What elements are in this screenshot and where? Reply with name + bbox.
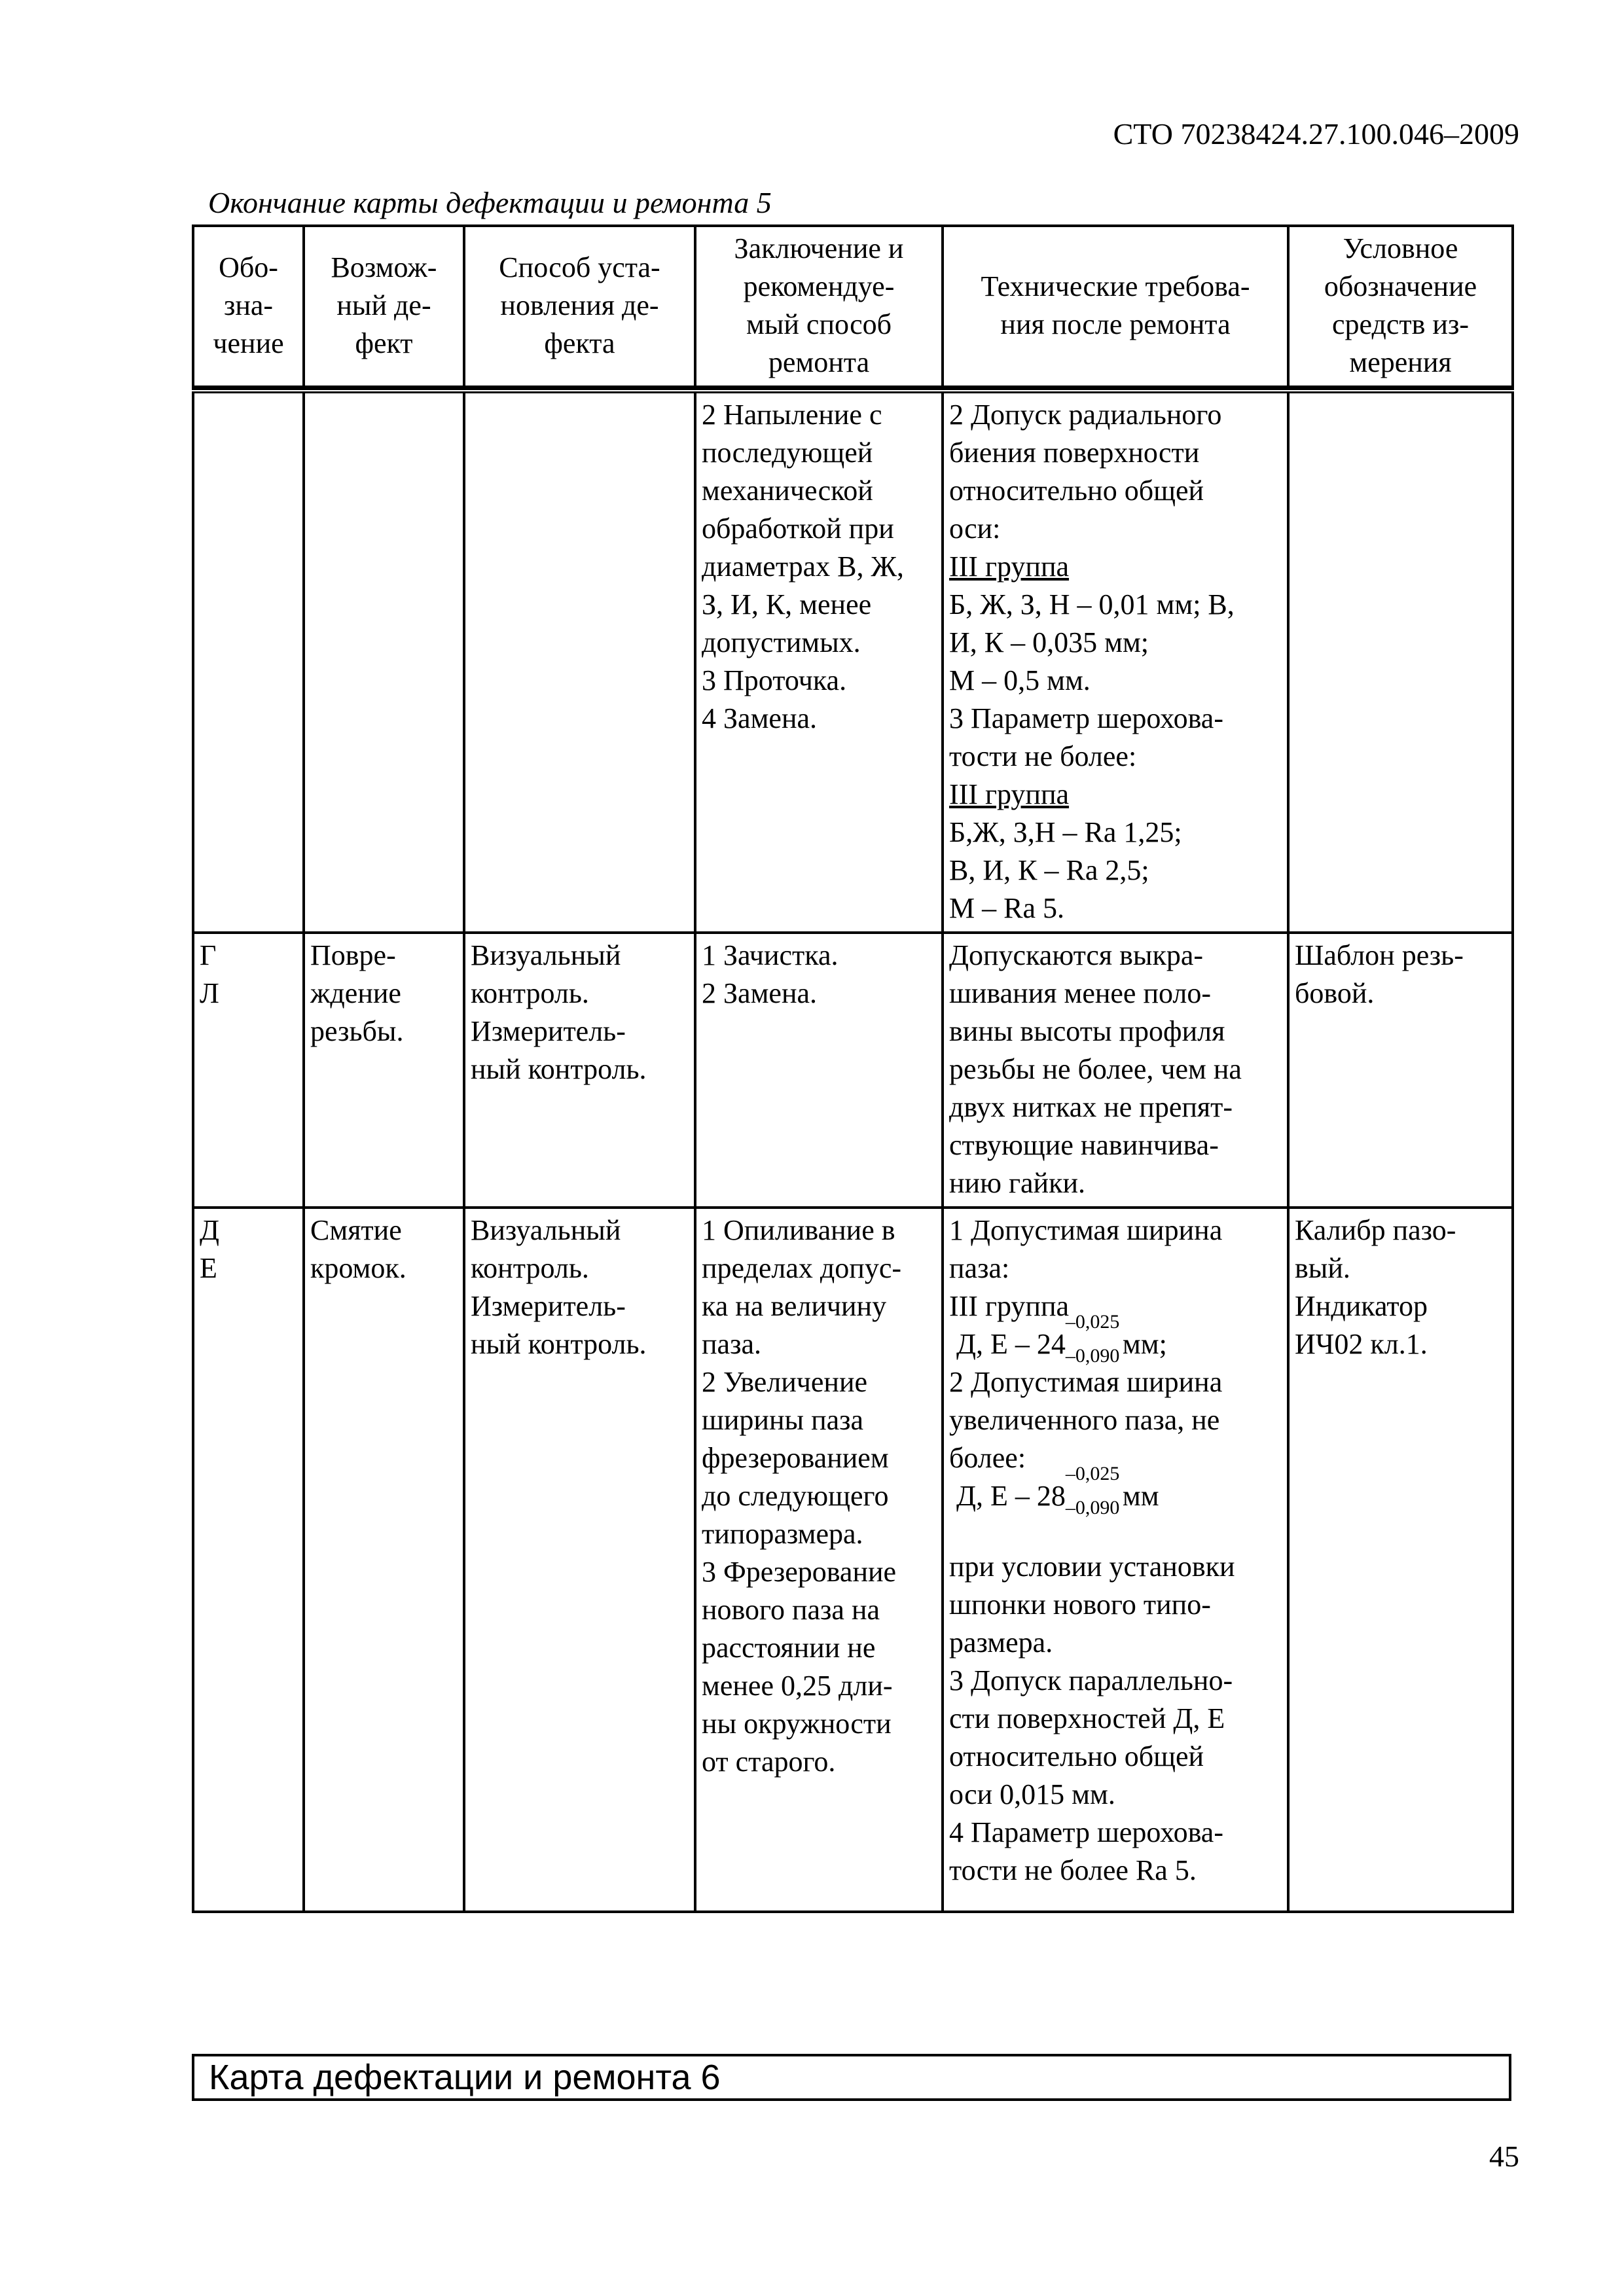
tolerance-limits: –0,025 –0,090 [1065,1311,1120,1367]
cell-designation: Д Е [193,1208,304,1912]
cell-defect: Повре- ждение резьбы. [304,933,464,1208]
cell-method [464,391,695,933]
cell-method: Визуальный контроль. Измеритель- ный контроль. [464,1208,695,1912]
cell-instrument [1288,391,1513,933]
cell-repair: 1 Опиливание в пределах допус- ка на величину паза. 2 Увеличение ширины паза фрезерованием до следующего типоразмера. 3 Фрезерование нового паза на расстоянии не менее 0,25 дли- ны окружности от старого. [695,1208,943,1912]
col-header-requirements: Технические требова- ния после ремонта [943,226,1288,387]
col-header-instrument: Условное обозначение средств из- мерения [1288,226,1513,387]
cell-method: Визуальный контроль. Измеритель- ный контроль. [464,933,695,1208]
table-row [193,933,1513,1208]
col-header-method: Способ уста- новления де- фекта [464,226,695,387]
cell-instrument: Калибр пазо- вый. Индикатор ИЧ02 кл.1. [1288,1208,1513,1912]
cell-designation [193,391,304,933]
document-code: СТО 70238424.27.100.046–2009 [1113,117,1519,151]
cell-requirements: 2 Допуск радиального биения поверхности относительно общей оси: III группа Б, Ж, З, Н – 0,01 мм; В, И, К – 0,035 мм; М – 0,5 мм. 3 Параметр шерохова- тости не более: III группа Б,Ж, З,Н – Ra 1,25; В, И, К – Ra 2,5; М – Ra 5. [943,391,1288,933]
table-row [193,1208,1513,1912]
cell-instrument: Шаблон резь- бовой. [1288,933,1513,1208]
next-card-title: Карта дефектации и ремонта 6 [192,2054,1511,2101]
cell-repair: 1 Зачистка. 2 Замена. [695,933,943,1208]
cell-designation: Г Л [193,933,304,1208]
tolerance-line-28: Д, Е – 28 –0,025 –0,090 мм [956,1463,1159,1518]
defect-repair-table [192,224,1514,1913]
tolerance-limits: –0,025 –0,090 [1065,1463,1120,1518]
cell-requirements: Допускаются выкра- шивания менее поло- вины высоты профиля резьбы не более, чем на двух нитках не препят- ствующие навинчива- нию гайки. [943,933,1288,1208]
tolerance-line-24: Д, Е – 24 –0,025 –0,090 мм; [956,1311,1167,1367]
table-header-row [193,226,1513,387]
table-caption: Окончание карты дефектации и ремонта 5 [208,186,772,219]
cell-defect [304,391,464,933]
col-header-defect: Возмож- ный де- фект [304,226,464,387]
cell-repair: 2 Напыление с последующей механической обработкой при диаметрах В, Ж, З, И, К, менее допустимых. 3 Проточка. 4 Замена. [695,391,943,933]
col-header-repair: Заключение и рекомендуе- мый способ ремонта [695,226,943,387]
page-number: 45 [1489,2140,1519,2173]
cell-defect: Смятие кромок. [304,1208,464,1912]
table-row [193,391,1513,933]
col-header-designation: Обо- зна- чение [193,226,304,387]
cell-requirements: 1 Допустимая ширина паза: III группа Д, Е – 24 –0,025 –0,090 мм; 2 Допустимая ширина увеличенного паза, не более: Д, Е – 28 –0,025 –0,090 мм при условии установки шпонки нового типо- размера. 3 Допуск параллельно- сти поверхностей Д, Е относительно общей оси 0,015 мм. 4 Параметр шерохова- тости не более Ra 5. [943,1208,1288,1912]
